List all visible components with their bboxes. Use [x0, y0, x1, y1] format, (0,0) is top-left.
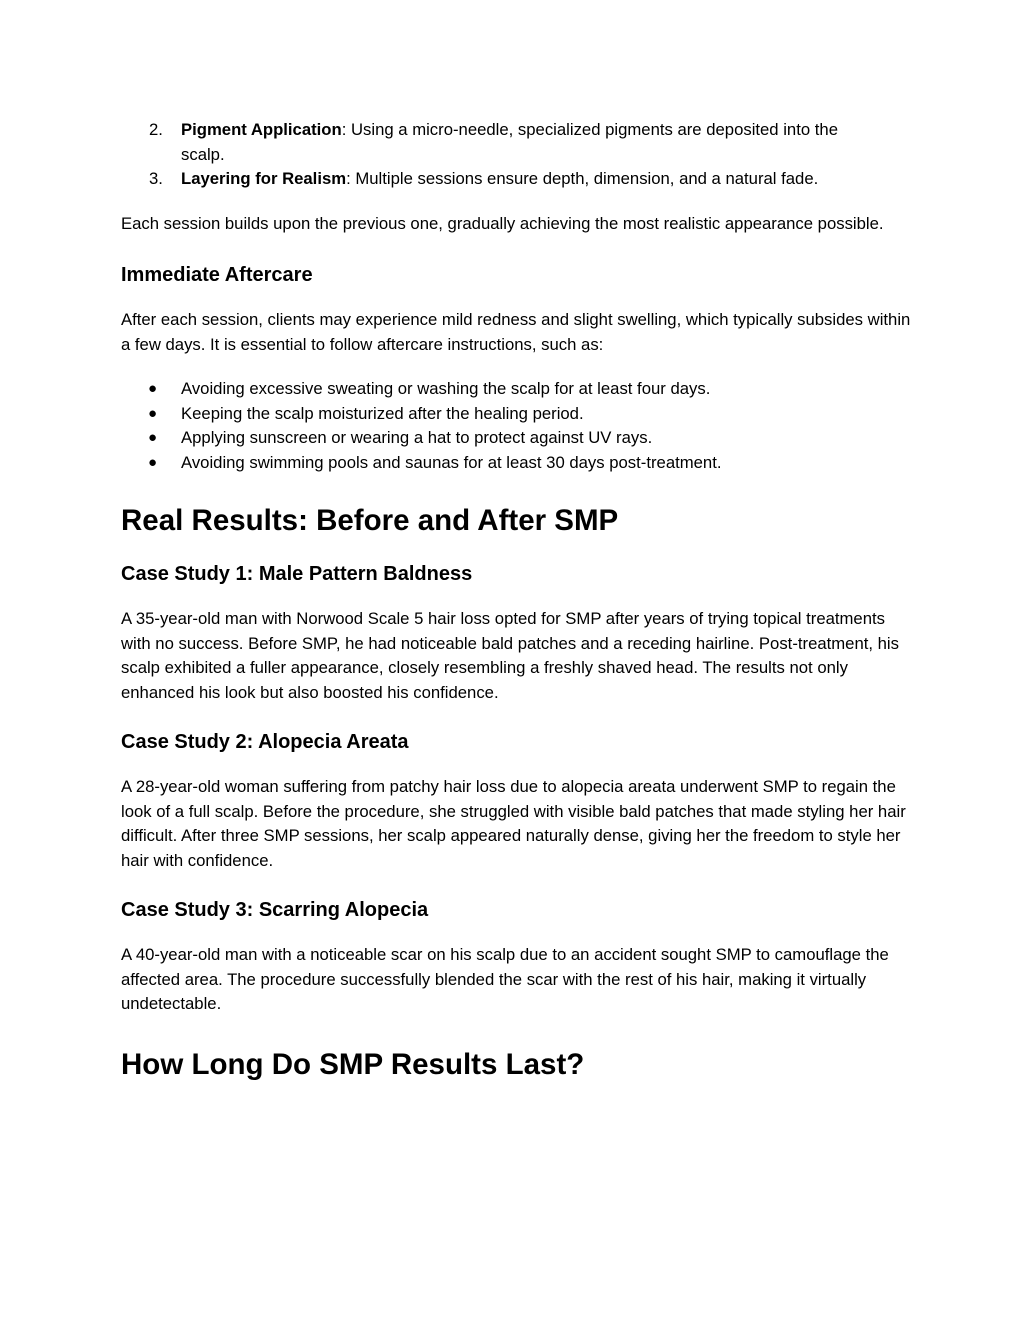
smp-longevity-heading: How Long Do SMP Results Last? [121, 1047, 585, 1081]
case-study-3-heading: Case Study 3: Scarring Alopecia [121, 899, 429, 921]
aftercare-heading: Immediate Aftercare [121, 264, 313, 286]
case-study-3-text: A 40-year-old man with a noticeable scar on his scalp due to an accident sought SMP to camouflage the affected area. The procedure successfully blended the scar with the rest of his hair, making it virtually undetectable. [121, 945, 889, 1013]
case-study-2-heading: Case Study 2: Alopecia Areata [121, 731, 409, 753]
list-item-text: Avoiding excessive sweating or washing the scalp for at least four days. [181, 379, 711, 398]
aftercare-intro: After each session, clients may experience mild redness and slight swelling, which typically subsides within a few days. It is essential to follow aftercare instructions, such as: [121, 310, 911, 354]
bullet-icon: ● [148, 453, 158, 471]
bullet-icon: ● [148, 429, 158, 446]
aftercare-bullet-list [121, 377, 911, 475]
results-heading: Real Results: Before and After SMP [121, 504, 619, 537]
bullet-icon: ● [148, 380, 158, 397]
list-item [121, 118, 881, 167]
list-item-text: Applying sunscreen or wearing a hat to protect against UV rays. [181, 428, 653, 447]
list-item [121, 426, 911, 451]
list-item [121, 451, 911, 476]
bullet-icon: ● [148, 404, 158, 422]
session-paragraph: Each session builds upon the previous one, gradually achieving the most realistic appearance possible. [121, 213, 884, 233]
list-item [121, 402, 911, 427]
case-study-2-text: A 28-year-old woman suffering from patchy hair loss due to alopecia areata underwent SMP to regain the look of a full scalp. Before the procedure, she struggled with visible bald patches that made styling her hair difficult. After three SMP sessions, her scalp appeared naturally dense, giving her the freedom to style her hair with confidence. [121, 777, 906, 870]
list-item-text: Keeping the scalp moisturized after the healing period. [181, 403, 584, 423]
case-study-1-text: A 35-year-old man with Norwood Scale 5 hair loss opted for SMP after years of trying topical treatments with no success. Before SMP, he had noticeable bald patches and a receding hairline. Post-treatment, his scalp exhibited a fuller appearance, closely resembling a freshly shaved head. The results not only enhanced his look but also boosted his confidence. [121, 609, 899, 702]
list-number: 3. [149, 169, 163, 188]
document-page [121, 118, 911, 1083]
list-item-bold: Layering for Realism [181, 169, 347, 188]
list-item-bold: Pigment Application [181, 120, 342, 139]
list-item-text: : Multiple sessions ensure depth, dimension, and a natural fade. [346, 169, 819, 188]
case-study-1-heading: Case Study 1: Male Pattern Baldness [121, 563, 473, 585]
list-item [121, 167, 881, 192]
list-item-text: Avoiding swimming pools and saunas for at least 30 days post-treatment. [181, 452, 722, 472]
list-item [121, 377, 911, 402]
numbered-list [121, 118, 881, 192]
list-item-text: : Using a micro-needle, specialized pigments are deposited into the scalp. [181, 120, 838, 164]
list-number: 2. [149, 120, 163, 139]
